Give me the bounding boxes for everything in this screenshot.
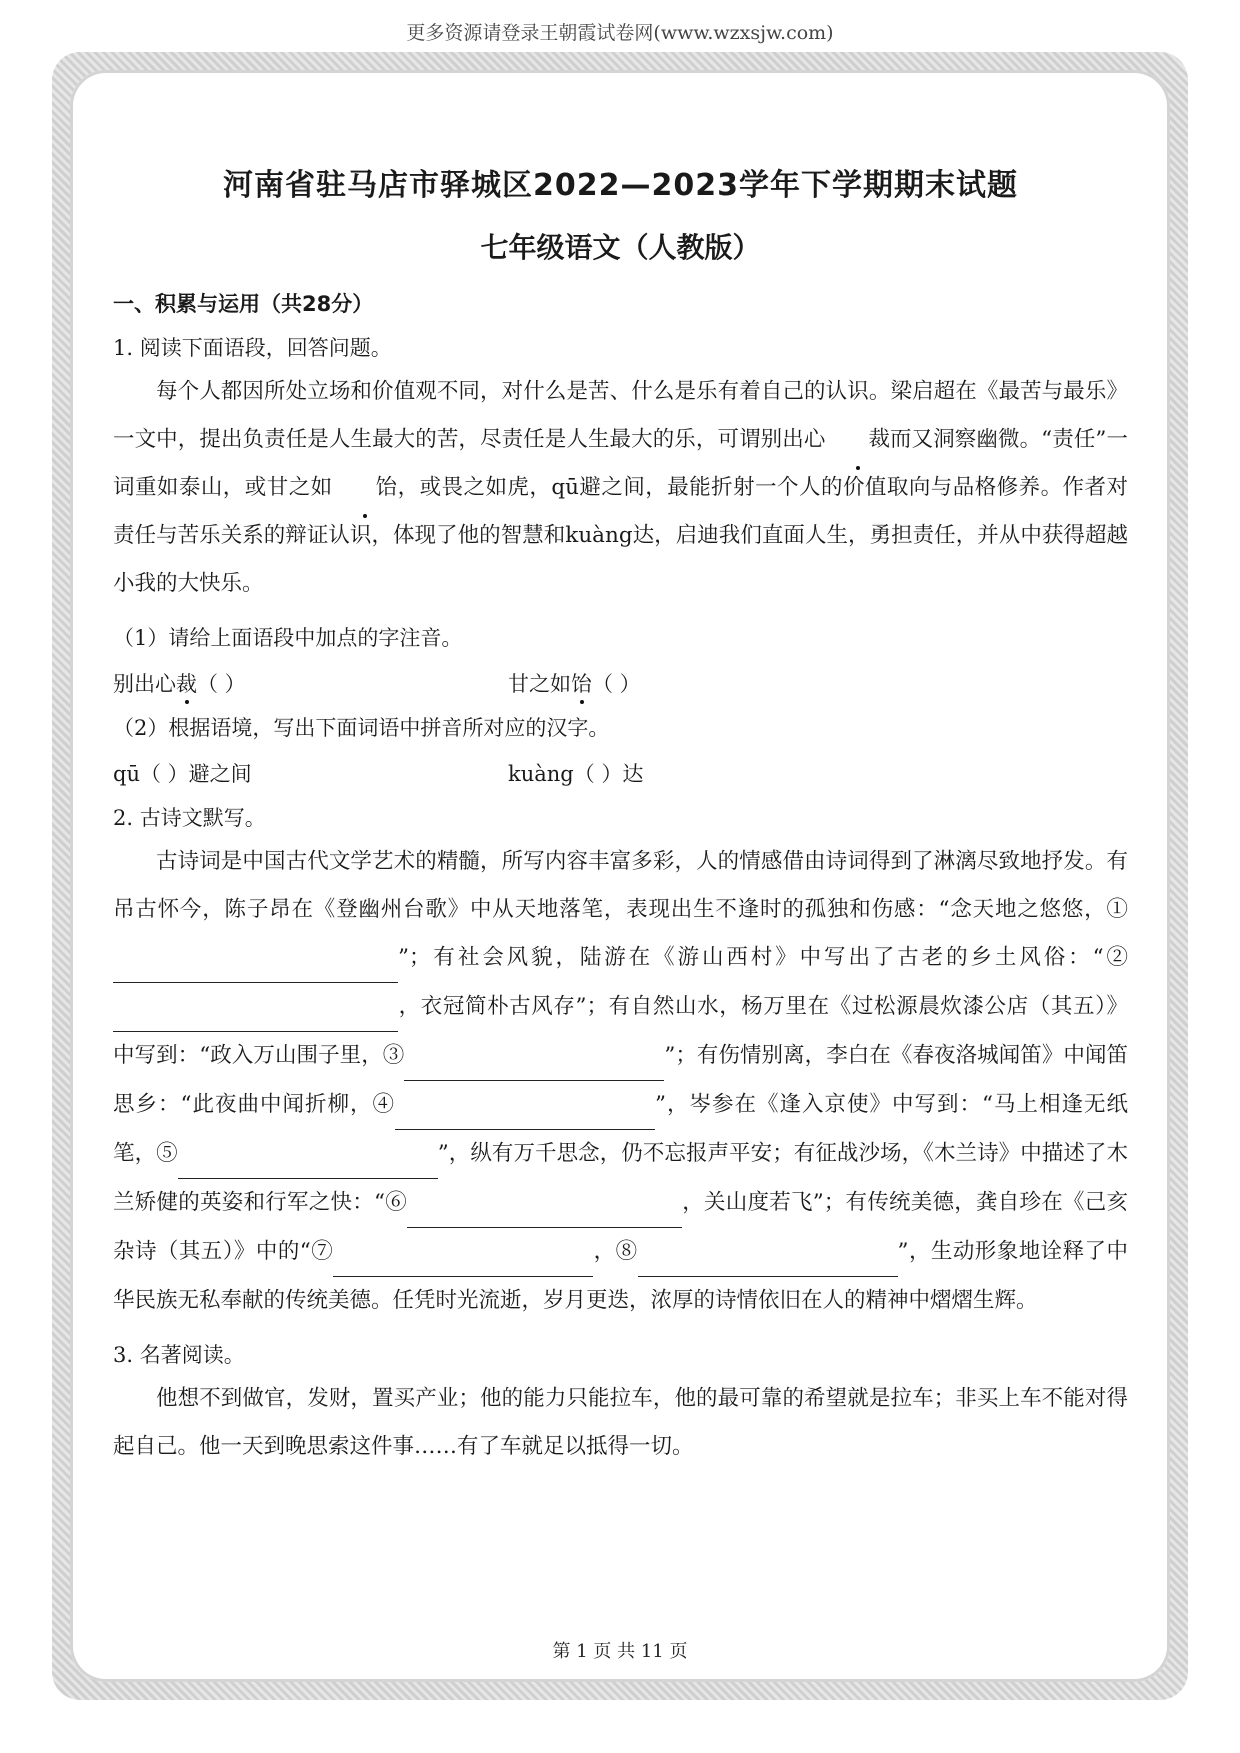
section-heading: 一、积累与运用（共28分）	[113, 292, 374, 316]
hanzi-item-left[interactable]: qū（ ）避之间	[113, 762, 252, 786]
sub-question-2-items	[113, 758, 1128, 788]
passage-text: ”，岑参在《逢入京使》中写到：“马上相逢无纸笔，⑤	[113, 1092, 1128, 1166]
sub-question-1-items	[113, 668, 1128, 698]
question-2-passage	[113, 838, 1128, 1325]
passage-text: ”，纵有万千思念，仍不忘报声平安；有征战沙场，《木兰诗》中描述了木兰矫健的英姿和行军之快：“⑥	[113, 1141, 1128, 1215]
item-text: 甘之如	[508, 672, 571, 696]
sub-question-2: （2）根据语境，写出下面词语中拼音所对应的汉字。	[113, 716, 610, 740]
item-text: 别出心	[113, 672, 176, 696]
question-1-prompt: 1. 阅读下面语段，回答问题。	[113, 336, 392, 360]
sub-question-1: （1）请给上面语段中加点的字注音。	[113, 626, 463, 650]
exam-subtitle: 七年级语文（人教版）	[480, 231, 761, 264]
passage-text: ”，生动形象地诠释了中华民族无私奉献的传统美德。任凭时光流逝，岁月更迭，浓厚的诗情依旧在人的精神中熠熠生辉。	[113, 1239, 1128, 1313]
dotted-char: 饴	[333, 464, 398, 512]
passage-text: ”；有伤情别离，李白在《春夜洛城闻笛》中闻笛思乡：“此夜曲中闻折柳，④	[113, 1043, 1128, 1117]
dotted-char: 裁	[176, 668, 197, 698]
dotted-char: 裁	[825, 416, 890, 464]
hanzi-item-right[interactable]: kuàng（ ）达	[508, 762, 644, 786]
passage-text: 每个人都因所处立场和价值观不同，对什么是苦、什么是乐有着自己的认识。梁启超在《最苦与最乐》一文中，提出负责任是人生最大的苦，尽责任是人生最大的乐，可谓别出心	[113, 379, 1128, 452]
fill-blank-3[interactable]	[404, 1032, 664, 1081]
fill-blank-4[interactable]	[395, 1081, 655, 1130]
question-3-prompt: 3. 名著阅读。	[113, 1343, 245, 1367]
exam-content	[113, 150, 1128, 1471]
passage-text: 古诗词是中国古代文学艺术的精髓，所写内容丰富多彩，人的情感借由诗词得到了淋漓尽致地抒发。有吊古怀今，陈子昂在《登幽州台歌》中从天地落笔，表现出生不逢时的孤独和伤感：“念天地之悠悠，①	[113, 849, 1128, 922]
passage-text: ，⑧	[593, 1239, 638, 1264]
fill-blank-6[interactable]	[407, 1179, 682, 1228]
answer-blank[interactable]: （ ）	[592, 672, 641, 696]
fill-blank-2[interactable]	[113, 983, 398, 1032]
pinyin-item-right	[508, 668, 903, 698]
passage-text: ，关山度若飞”；有传统美德，龚自珍在《己亥杂诗（其五）》中的“⑦	[113, 1190, 1128, 1264]
source-watermark: 更多资源请登录王朝霞试卷网(www.wzxsjw.com)	[406, 22, 834, 44]
fill-blank-5[interactable]	[178, 1130, 438, 1179]
question-1-passage	[113, 368, 1128, 608]
exam-title: 河南省驻马店市驿城区2022—2023学年下学期期末试题	[223, 168, 1018, 203]
fill-blank-7[interactable]	[333, 1228, 593, 1277]
passage-text: ，衣冠简朴古风存”；有自然山水，杨万里在《过松源晨炊漆公店（其五）》中写到：“政入万山围子里，③	[113, 994, 1128, 1068]
passage-text: 而又洞察幽微。“责任”一词重如泰山，或甘之如	[113, 427, 1128, 500]
passage-text: ，或畏之如虎，qū避之间，最能折射一个人的价值取向与品格修养。作者对责任与苦乐关系的辩证认识，体现了他的智慧和kuàng达，启迪我们直面人生，勇担责任，并从中获得超越小我的大快乐。	[113, 475, 1128, 596]
pinyin-item-left	[113, 668, 508, 698]
question-3-passage: 他想不到做官，发财，置买产业；他的能力只能拉车，他的最可靠的希望就是拉车；非买上车不能对得起自己。他一天到晚思索这件事……有了车就足以抵得一切。	[113, 1386, 1128, 1459]
passage-text: ”；有社会风貌，陆游在《游山西村》中写出了古老的乡土风俗：“②	[398, 945, 1128, 970]
question-2-prompt: 2. 古诗文默写。	[113, 806, 266, 830]
answer-blank[interactable]: （ ）	[197, 672, 246, 696]
fill-blank-1[interactable]	[113, 934, 398, 983]
dotted-char: 饴	[571, 668, 592, 698]
page-footer: 第 1 页 共 11 页	[552, 1641, 688, 1662]
fill-blank-8[interactable]	[638, 1228, 898, 1277]
